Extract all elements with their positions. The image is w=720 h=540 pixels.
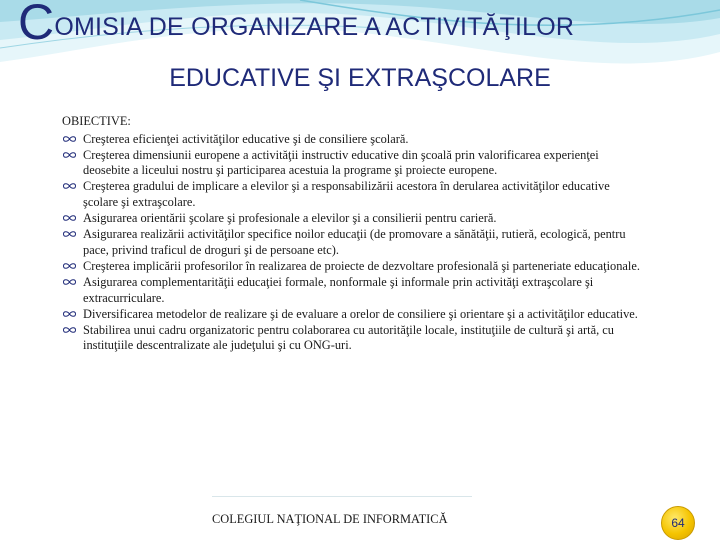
infinity-icon: [62, 228, 77, 240]
infinity-icon: [62, 133, 77, 145]
objective-item: [62, 307, 642, 323]
objective-text: Creşterea eficienţei activităţilor educative şi de consiliere şcolară.: [83, 131, 409, 146]
objective-item: [62, 179, 642, 210]
objective-text: Asigurarea orientării şcolare şi profesionale a elevilor şi a consilierii pentru carieră.: [83, 211, 497, 226]
objective-text: Stabilirea unui cadru organizatoric pentru colaborarea cu autorităţile locale, instituţiile de cultură şi artă, cu instituţiile descentralizate ale judeţului şi cu ONG-uri.: [83, 322, 614, 353]
objective-item: [62, 323, 642, 354]
objective-text: Creşterea gradului de implicare a elevilor şi a responsabilizării acestora în derularea activităţilor educative şcolare şi extraşcolare.: [83, 179, 610, 209]
objectives-heading: OBIECTIVE:: [62, 114, 131, 128]
objective-item: [62, 227, 642, 258]
objective-text: Asigurarea complementarităţii educaţiei formale, nonformale şi informale prin activităţi extraşcolare şi extracurriculare.: [83, 274, 594, 305]
objectives-section: [62, 114, 642, 354]
infinity-icon: [62, 324, 77, 336]
title-first-letter: C: [18, 0, 55, 50]
infinity-icon: [62, 149, 77, 161]
objectives-list: [62, 132, 642, 354]
infinity-icon: [62, 180, 77, 192]
objective-text: Diversificarea metodelor de realizare şi de evaluare a orelor de consiliere şi orientare şi a activităţilor educative.: [83, 306, 638, 321]
infinity-icon: [62, 260, 77, 272]
infinity-icon: [62, 308, 77, 320]
objective-item: [62, 275, 642, 306]
objective-item: [62, 259, 642, 275]
objective-text: Asigurarea realizării activităţilor specifice noilor educaţii (de promovare a sănătăţii, rutieră, ecologică, pentru pace, privind traficul de droguri şi de persoane etc).: [83, 227, 626, 257]
title-line-1-text: OMISIA DE ORGANIZARE A ACTIVITĂŢILOR: [54, 13, 575, 41]
infinity-icon: [62, 212, 77, 224]
objective-text: Creşterea dimensiunii europene a activităţii instructiv educative din şcoală prin valorificarea experienţei deosebite a liceului nostru şi participarea acestuia la programe şi proiecte europene.: [83, 147, 599, 178]
objective-item: [62, 148, 642, 179]
footer-divider: [212, 496, 472, 497]
footer-text: COLEGIUL NAŢIONAL DE INFORMATICĂ: [212, 512, 448, 526]
page-number-badge: 64: [661, 506, 695, 540]
objective-item: [62, 132, 642, 148]
objective-item: [62, 211, 642, 227]
infinity-icon: [62, 276, 77, 288]
title-line-2: EDUCATIVE ŞI EXTRAŞCOLARE: [169, 64, 551, 92]
objective-text: Creşterea implicării profesorilor în realizarea de proiecte de dezvoltare profesională şi parteneriate educaţionale.: [83, 258, 640, 273]
title-line-1: [18, 0, 575, 50]
